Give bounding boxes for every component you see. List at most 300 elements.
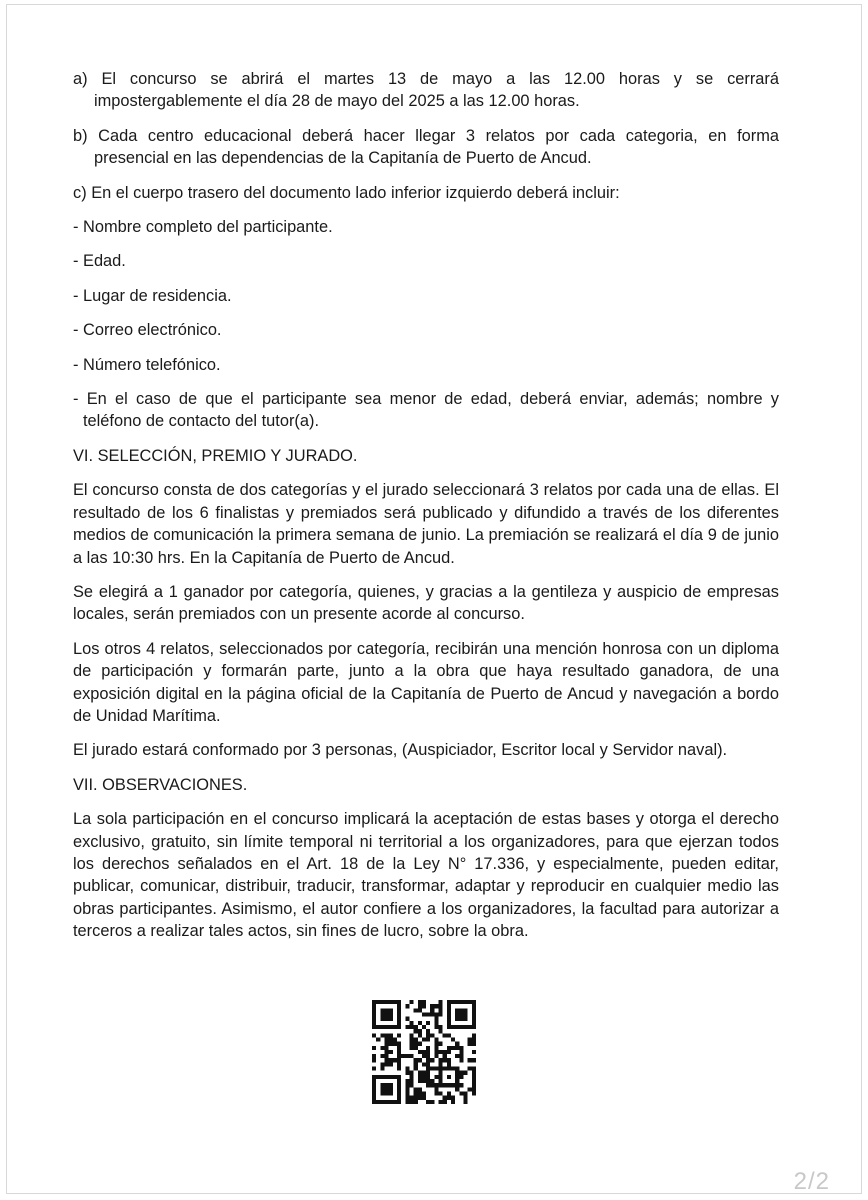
qr-module [397, 1096, 401, 1100]
qr-module [430, 1008, 434, 1012]
qr-module [389, 1000, 393, 1004]
qr-module [459, 1058, 463, 1062]
qr-module [384, 1050, 388, 1054]
qr-module [409, 1054, 413, 1058]
qr-module [376, 1075, 380, 1079]
qr-module [447, 1000, 451, 1004]
qr-module [447, 1050, 451, 1054]
qr-module [422, 1050, 426, 1054]
qr-module [397, 1012, 401, 1016]
qr-module [409, 1042, 413, 1046]
qr-module [389, 1033, 393, 1037]
qr-module [434, 1092, 438, 1096]
qr-module [393, 1037, 397, 1041]
qr-module [447, 1058, 451, 1062]
list-item: - Número telefónico. [73, 355, 221, 374]
qr-module [389, 1008, 393, 1012]
qr-module [443, 1067, 447, 1071]
qr-module [414, 1058, 418, 1062]
qr-module [422, 1025, 426, 1029]
qr-module [434, 1083, 438, 1087]
qr-module [464, 1008, 468, 1012]
qr-module [397, 1100, 401, 1104]
qr-module [447, 1021, 451, 1025]
qr-module [384, 1075, 388, 1079]
list-item: - Lugar de residencia. [73, 286, 232, 305]
qr-module [372, 1096, 376, 1100]
qr-module [451, 1025, 455, 1029]
qr-module [439, 1012, 443, 1016]
qr-module [384, 1087, 388, 1091]
qr-module [397, 1017, 401, 1021]
qr-module [372, 1083, 376, 1087]
qr-module [464, 1012, 468, 1016]
qr-module [372, 1000, 376, 1004]
qr-module [434, 1087, 438, 1091]
qr-module [430, 1033, 434, 1037]
qr-module [434, 1037, 438, 1041]
qr-module [439, 1029, 443, 1033]
qr-module [376, 1100, 380, 1104]
list-item: - Edad. [73, 252, 126, 271]
qr-module [380, 1054, 384, 1058]
qr-module [455, 1046, 459, 1050]
qr-module [468, 1087, 472, 1091]
qr-module [384, 1025, 388, 1029]
qr-module [389, 1083, 393, 1087]
qr-module [389, 1012, 393, 1016]
qr-module [397, 1092, 401, 1096]
qr-module [455, 1071, 459, 1075]
qr-module [472, 1008, 476, 1012]
qr-module [472, 1087, 476, 1091]
qr-module [376, 1000, 380, 1004]
qr-module [418, 1092, 422, 1096]
qr-module [414, 1100, 418, 1104]
qr-module [389, 1042, 393, 1046]
qr-module [414, 1029, 418, 1033]
qr-module [439, 1008, 443, 1012]
qr-module [418, 1096, 422, 1100]
qr-module [455, 1042, 459, 1046]
qr-module [422, 1096, 426, 1100]
qr-module [459, 1050, 463, 1054]
qr-module [380, 1046, 384, 1050]
item-c: c) En el cuerpo trasero del documento lado inferior izquierdo deberá incluir: [73, 183, 620, 202]
qr-module [434, 1067, 438, 1071]
qr-module [418, 1050, 422, 1054]
qr-module [372, 1008, 376, 1012]
qr-module [389, 1050, 393, 1054]
qr-module [459, 1017, 463, 1021]
qr-module [447, 1075, 451, 1079]
qr-module [468, 1037, 472, 1041]
qr-module [414, 1025, 418, 1029]
qr-module [422, 1054, 426, 1058]
qr-module [443, 1033, 447, 1037]
qr-module [455, 1087, 459, 1091]
qr-module [434, 1021, 438, 1025]
paragraph: El concurso consta de dos categorías y el jurado seleccionará 3 relatos por cada una de ellas. El resultado de los 6 finalistas y premiados será publicado y difundido a través de los diferentes medios de comunicación la primera semana de junio. La premiación se realizará el día 9 de junio a las 10:30 hrs. En la Capitanía de Puerto de Ancud. [73, 481, 779, 567]
qr-module [459, 1046, 463, 1050]
qr-module [464, 1000, 468, 1004]
qr-module [389, 1037, 393, 1041]
qr-module [455, 1054, 459, 1058]
qr-module [372, 1017, 376, 1021]
qr-module [451, 1037, 455, 1041]
qr-module [426, 1071, 430, 1075]
qr-module [397, 1008, 401, 1012]
qr-module [380, 1100, 384, 1104]
qr-module [468, 1025, 472, 1029]
qr-module [384, 1000, 388, 1004]
qr-module [405, 1100, 409, 1104]
qr-module [447, 1017, 451, 1021]
qr-module [397, 1021, 401, 1025]
qr-module [447, 1012, 451, 1016]
qr-module [459, 1075, 463, 1079]
qr-module [443, 1100, 447, 1104]
qr-module [409, 1075, 413, 1079]
qr-module [397, 1054, 401, 1058]
qr-module [372, 1067, 376, 1071]
qr-module [422, 1079, 426, 1083]
qr-module [426, 1079, 430, 1083]
qr-module [426, 1021, 430, 1025]
qr-module [380, 1025, 384, 1029]
qr-module [434, 1017, 438, 1021]
qr-module [459, 1054, 463, 1058]
qr-module [409, 1096, 413, 1100]
qr-module [451, 1083, 455, 1087]
qr-module [384, 1054, 388, 1058]
qr-module [418, 1021, 422, 1025]
qr-module [426, 1100, 430, 1104]
qr-module [422, 1012, 426, 1016]
qr-module [447, 1004, 451, 1008]
qr-module [372, 1021, 376, 1025]
qr-module [426, 1050, 430, 1054]
qr-module [389, 1025, 393, 1029]
qr-module [422, 1071, 426, 1075]
qr-module [397, 1042, 401, 1046]
qr-module [422, 1000, 426, 1004]
qr-module [397, 1004, 401, 1008]
qr-module [384, 1033, 388, 1037]
qr-module [472, 1004, 476, 1008]
qr-module [380, 1062, 384, 1066]
qr-module [459, 1092, 463, 1096]
qr-module [459, 1071, 463, 1075]
qr-module [443, 1054, 447, 1058]
qr-module [397, 1079, 401, 1083]
qr-module [384, 1058, 388, 1062]
qr-module [455, 1017, 459, 1021]
qr-module [380, 1083, 384, 1087]
qr-module [384, 1017, 388, 1021]
qr-module [405, 1087, 409, 1091]
qr-module [393, 1058, 397, 1062]
qr-module [443, 1096, 447, 1100]
qr-module [451, 1000, 455, 1004]
qr-module [380, 1012, 384, 1016]
list-item: - Nombre completo del participante. [73, 218, 333, 237]
qr-module [372, 1004, 376, 1008]
qr-module [401, 1054, 405, 1058]
qr-module [397, 1087, 401, 1091]
qr-module [459, 1008, 463, 1012]
qr-module [472, 1071, 476, 1075]
qr-module [418, 1042, 422, 1046]
qr-module [439, 1058, 443, 1062]
qr-module [372, 1058, 376, 1062]
qr-module [439, 1062, 443, 1066]
qr-module [447, 1008, 451, 1012]
qr-module [409, 1079, 413, 1083]
qr-module [439, 1067, 443, 1071]
qr-module [464, 1071, 468, 1075]
qr-module [455, 1075, 459, 1079]
qr-module [393, 1075, 397, 1079]
qr-module [409, 1000, 413, 1004]
qr-module [422, 1062, 426, 1066]
qr-module [439, 1071, 443, 1075]
qr-module [380, 1000, 384, 1004]
qr-module [372, 1046, 376, 1050]
qr-module [434, 1025, 438, 1029]
qr-module [472, 1083, 476, 1087]
qr-module [447, 1092, 451, 1096]
qr-module [430, 1100, 434, 1104]
qr-module [414, 1008, 418, 1012]
qr-module [430, 1058, 434, 1062]
qr-module [464, 1025, 468, 1029]
qr-module [455, 1000, 459, 1004]
qr-module [418, 1058, 422, 1062]
qr-module [426, 1062, 430, 1066]
qr-module [384, 1042, 388, 1046]
qr-module [372, 1054, 376, 1058]
qr-module [397, 1046, 401, 1050]
qr-module [459, 1025, 463, 1029]
qr-module [439, 1025, 443, 1029]
qr-module [393, 1042, 397, 1046]
qr-module [414, 1096, 418, 1100]
qr-module [389, 1100, 393, 1104]
qr-module [405, 1025, 409, 1029]
qr-module [393, 1000, 397, 1004]
qr-module [414, 1042, 418, 1046]
qr-module [393, 1025, 397, 1029]
qr-module [434, 1012, 438, 1016]
qr-module [434, 1046, 438, 1050]
document-body [73, 68, 779, 955]
qr-module [397, 1000, 401, 1004]
qr-module [426, 1054, 430, 1058]
qr-module [380, 1008, 384, 1012]
qr-module [447, 1067, 451, 1071]
qr-module [380, 1033, 384, 1037]
item-b: b) Cada centro educacional deberá hacer llegar 3 relatos por cada categoria, en forma presencial en las dependencias de la Capitanía de Puerto de Ancud. [73, 126, 779, 168]
qr-module [472, 1017, 476, 1021]
qr-module [426, 1029, 430, 1033]
paragraph: El jurado estará conformado por 3 personas, (Auspiciador, Escritor local y Servidor naval). [73, 741, 728, 760]
qr-module [464, 1096, 468, 1100]
qr-module [472, 1021, 476, 1025]
qr-module [397, 1083, 401, 1087]
qr-module [397, 1058, 401, 1062]
qr-module [372, 1025, 376, 1029]
qr-module [422, 1037, 426, 1041]
qr-module [418, 1071, 422, 1075]
qr-module [397, 1062, 401, 1066]
qr-module [372, 1012, 376, 1016]
qr-module [409, 1037, 413, 1041]
qr-module [414, 1037, 418, 1041]
qr-module [422, 1075, 426, 1079]
qr-module [376, 1025, 380, 1029]
paragraph: La sola participación en el concurso implicará la aceptación de estas bases y otorga el derecho exclusivo, gratuito, sin límite temporal ni territorial a los organizadores, para que ejerzan todos los derechos señalados en el Art. 18 de la Ley N° 17.336, y especialmente, pueden editar, publicar, comunicar, distribuir, traducir, transformar, adaptar y reproducir en cualquier medio las obras participantes. Asimismo, el autor confiere a los organizadores, la facultad para autorizar a terceros a realizar tales actos, sin fines de lucro, sobre la obra. [73, 810, 779, 941]
qr-module [372, 1079, 376, 1083]
page-number: 2/2 [793, 1168, 830, 1195]
qr-code-icon[interactable] [372, 1000, 476, 1104]
qr-module [414, 1067, 418, 1071]
qr-module [397, 1050, 401, 1054]
qr-module [464, 1092, 468, 1096]
qr-module [472, 1050, 476, 1054]
qr-module [393, 1100, 397, 1104]
qr-module [447, 1046, 451, 1050]
qr-module [418, 1087, 422, 1091]
qr-module [376, 1037, 380, 1041]
qr-module [447, 1033, 451, 1037]
qr-module [472, 1033, 476, 1037]
paragraph: Los otros 4 relatos, seleccionados por categoría, recibirán una mención honrosa con un diploma de participación y formarán parte, junto a la obra que haya resultado ganadora, de una exposición digital en la página oficial de la Capitanía de Puerto de Ancud y navegación a bordo de Unidad Marítima. [73, 639, 779, 725]
qr-module [409, 1025, 413, 1029]
section-heading-vi: VI. SELECCIÓN, PREMIO Y JURADO. [73, 446, 358, 465]
qr-module [472, 1012, 476, 1016]
qr-module [409, 1083, 413, 1087]
qr-module [464, 1017, 468, 1021]
qr-module [397, 1067, 401, 1071]
qr-module [434, 1004, 438, 1008]
qr-module [380, 1075, 384, 1079]
qr-module [472, 1025, 476, 1029]
item-a: a) El concurso se abrirá el martes 13 de mayo a las 12.00 horas y se cerrará impostergablemente el día 28 de mayo del 2025 a las 12.00 horas. [73, 70, 779, 111]
qr-module [384, 1046, 388, 1050]
qr-module [389, 1087, 393, 1091]
qr-module [372, 1033, 376, 1037]
qr-module [455, 1008, 459, 1012]
qr-module [380, 1067, 384, 1071]
qr-module [443, 1083, 447, 1087]
qr-module [372, 1087, 376, 1091]
qr-module [426, 1012, 430, 1016]
qr-module [426, 1083, 430, 1087]
qr-module [384, 1100, 388, 1104]
qr-module [409, 1071, 413, 1075]
qr-module [372, 1100, 376, 1104]
qr-module [430, 1004, 434, 1008]
qr-module [389, 1062, 393, 1066]
qr-module [405, 1083, 409, 1087]
qr-module [405, 1004, 409, 1008]
qr-module [468, 1042, 472, 1046]
qr-module [405, 1096, 409, 1100]
qr-module [409, 1021, 413, 1025]
qr-module [380, 1087, 384, 1091]
qr-module [439, 1079, 443, 1083]
qr-module [430, 1079, 434, 1083]
qr-module [409, 1046, 413, 1050]
qr-module [472, 1092, 476, 1096]
qr-module [414, 1087, 418, 1091]
qr-module [389, 1092, 393, 1096]
qr-module [472, 1000, 476, 1004]
qr-module [384, 1012, 388, 1016]
qr-module [451, 1046, 455, 1050]
qr-module [384, 1008, 388, 1012]
qr-module [397, 1033, 401, 1037]
qr-module [414, 1046, 418, 1050]
qr-module [389, 1075, 393, 1079]
qr-module [468, 1000, 472, 1004]
qr-module [384, 1083, 388, 1087]
qr-module [405, 1017, 409, 1021]
qr-module [430, 1083, 434, 1087]
qr-module [405, 1071, 409, 1075]
qr-module [418, 1004, 422, 1008]
qr-module [434, 1050, 438, 1054]
qr-module [459, 1083, 463, 1087]
qr-module [397, 1025, 401, 1029]
qr-module [380, 1017, 384, 1021]
list-item: - En el caso de que el participante sea menor de edad, deberá enviar, además; nombre y teléfono de contacto del tutor(a). [73, 390, 779, 431]
qr-module [472, 1058, 476, 1062]
qr-module [472, 1042, 476, 1046]
qr-module [426, 1046, 430, 1050]
qr-module [468, 1058, 472, 1062]
qr-module [455, 1012, 459, 1016]
qr-module [434, 1075, 438, 1079]
qr-module [451, 1067, 455, 1071]
qr-module [472, 1067, 476, 1071]
qr-module [455, 1067, 459, 1071]
qr-module [422, 1092, 426, 1096]
qr-module [409, 1100, 413, 1104]
qr-module [451, 1100, 455, 1104]
qr-module [439, 1004, 443, 1008]
qr-module [372, 1092, 376, 1096]
qr-module [439, 1092, 443, 1096]
qr-module [439, 1000, 443, 1004]
qr-module [418, 1033, 422, 1037]
qr-module [455, 1025, 459, 1029]
qr-module [426, 1037, 430, 1041]
qr-module [472, 1079, 476, 1083]
qr-module [455, 1083, 459, 1087]
qr-module [418, 1075, 422, 1079]
qr-module [459, 1012, 463, 1016]
qr-module [439, 1100, 443, 1104]
paragraph: Se elegirá a 1 ganador por categoría, quienes, y gracias a la gentileza y auspicio de empresas locales, serán premiados con un presente acorde al concurso. [73, 582, 779, 624]
qr-module [414, 1062, 418, 1066]
qr-module [384, 1062, 388, 1066]
qr-module [434, 1042, 438, 1046]
qr-module [418, 1000, 422, 1004]
qr-module [434, 1054, 438, 1058]
qr-module [430, 1012, 434, 1016]
